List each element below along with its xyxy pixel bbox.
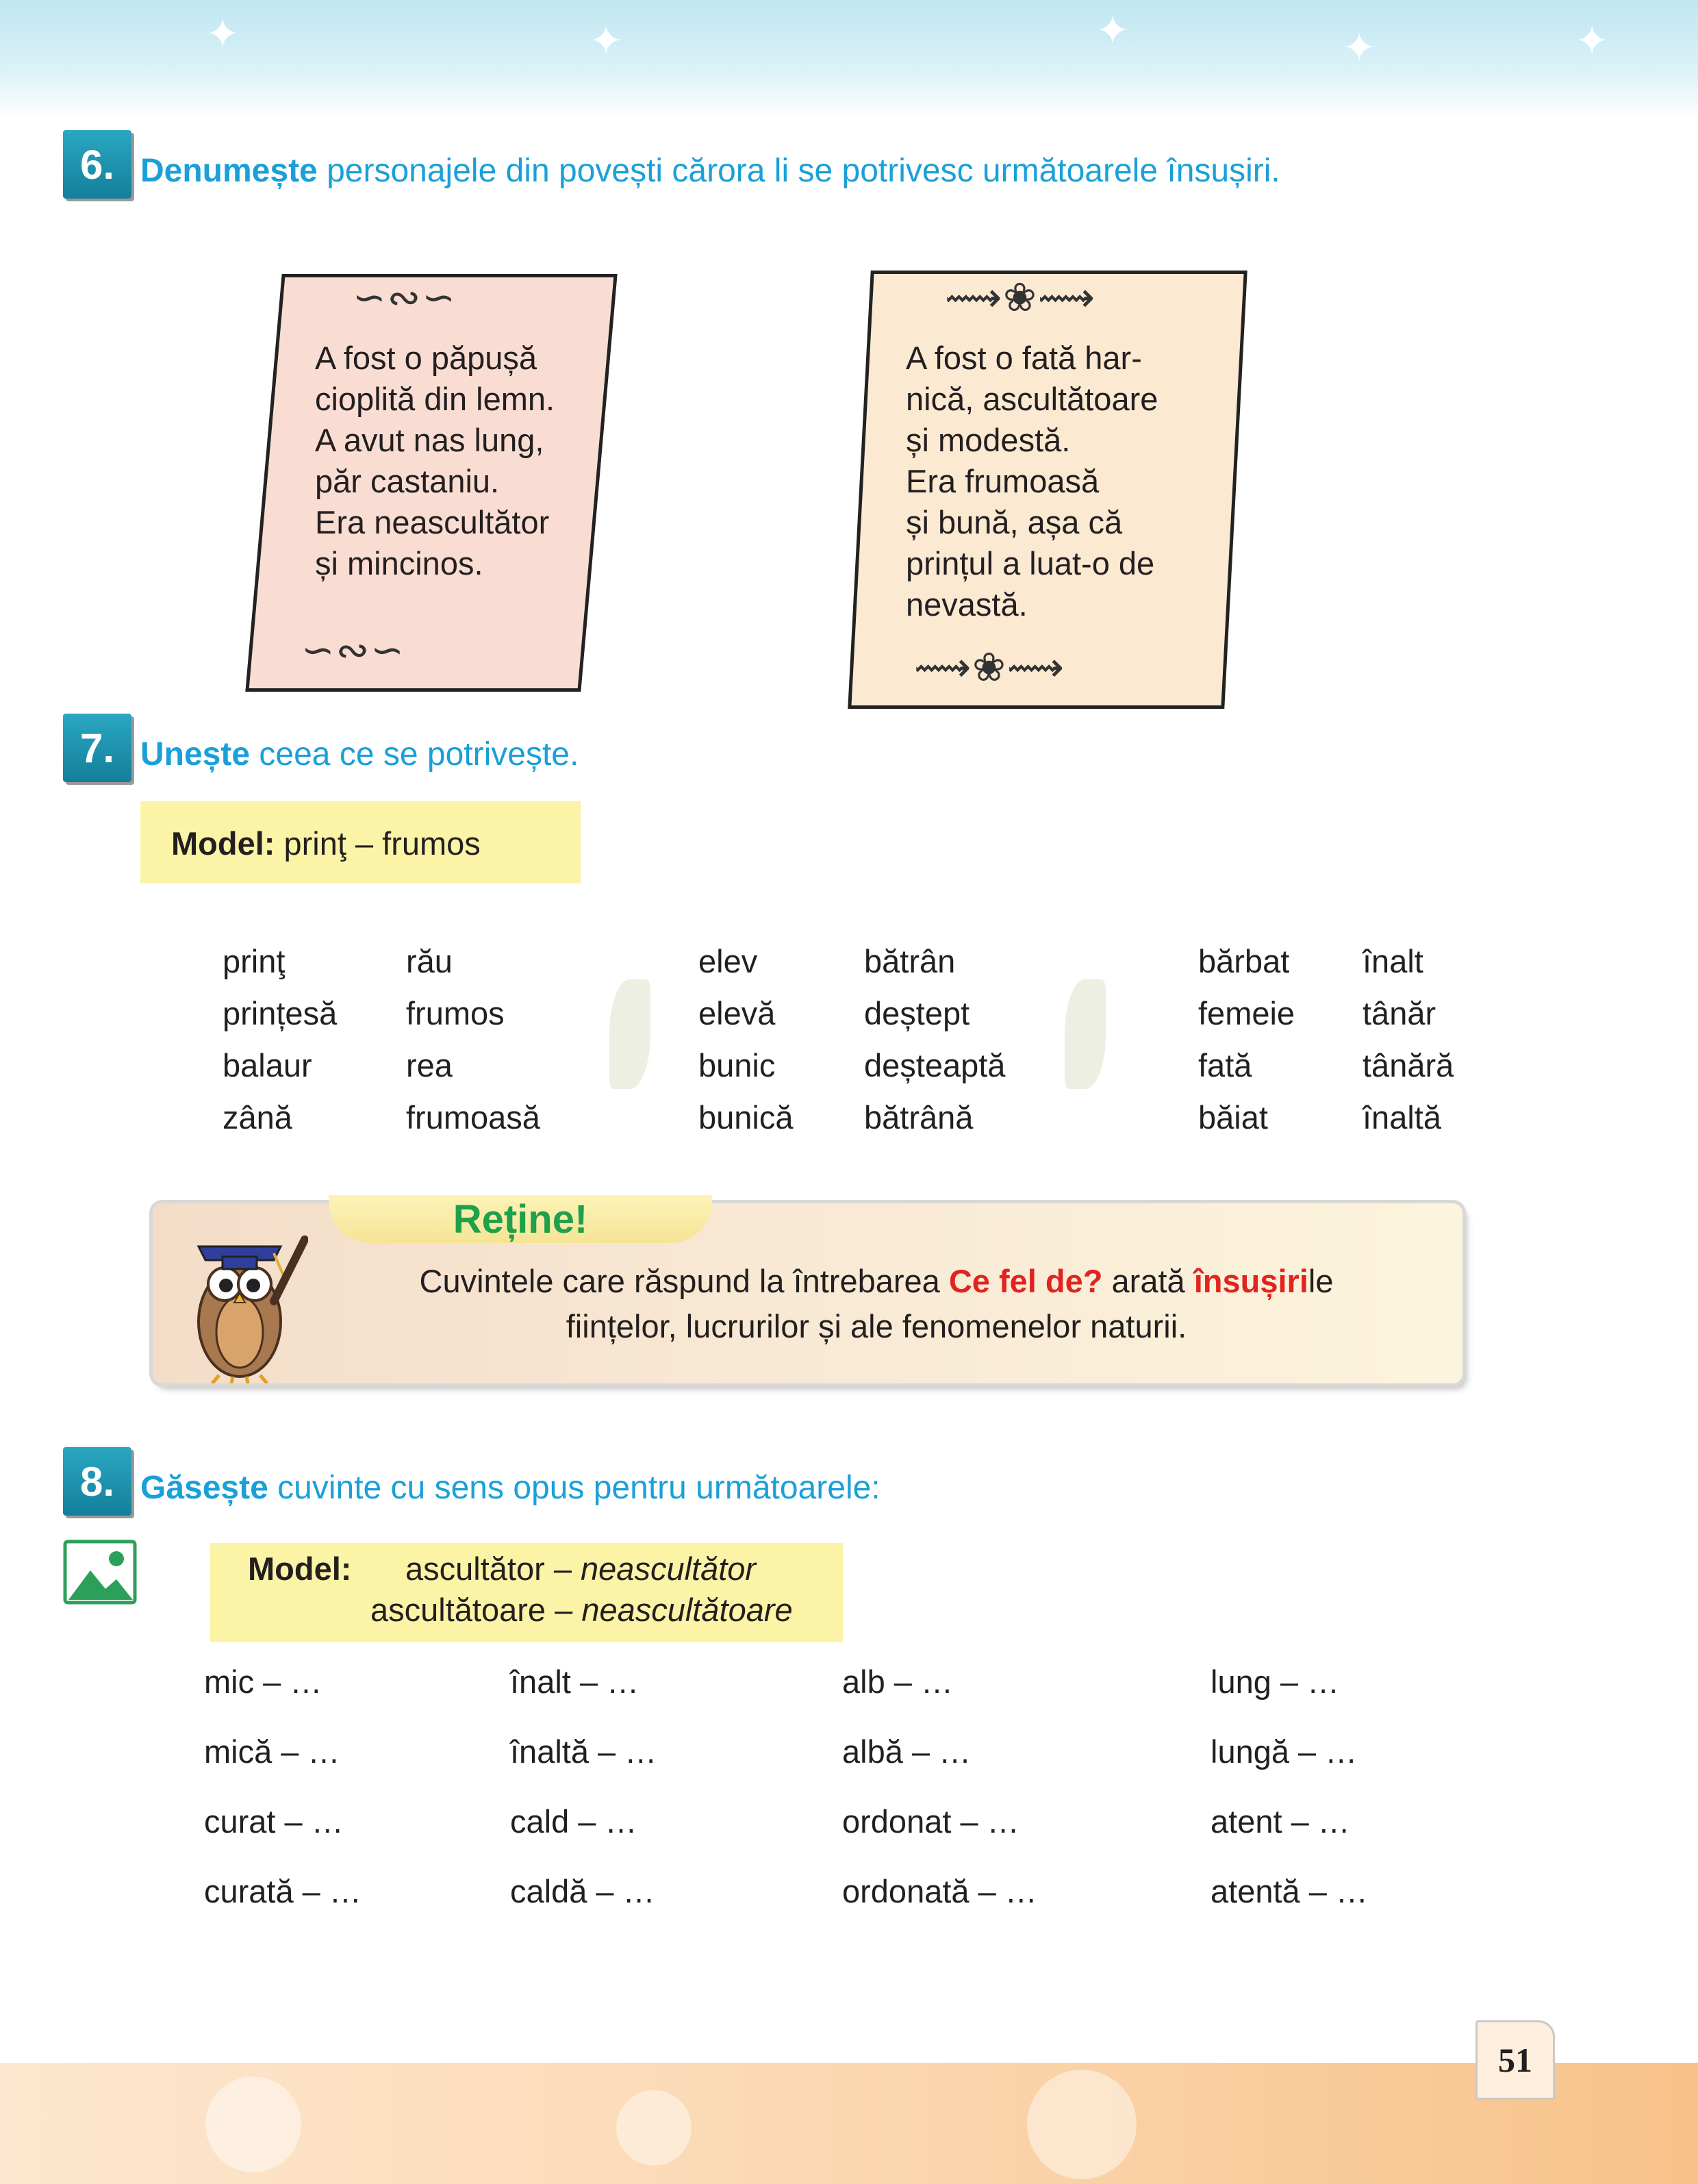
word-item: bătrân bbox=[864, 943, 956, 979]
word-item: rău bbox=[406, 943, 453, 979]
scroll-2-line: prințul a luat-o de bbox=[906, 545, 1155, 581]
word-column-adjectives-2 bbox=[864, 936, 1005, 1144]
word-item: bunic bbox=[698, 1047, 776, 1083]
sparkle-icon: ✦ bbox=[1095, 8, 1130, 53]
retine-title: Reține! bbox=[453, 1196, 588, 1242]
scroll-2-line: și modestă. bbox=[906, 422, 1071, 458]
word-item: fată bbox=[1198, 1047, 1252, 1083]
exercise-7-badge bbox=[63, 714, 131, 782]
word-item: înaltă bbox=[1363, 1099, 1441, 1135]
model-opposite: neascultătoare bbox=[581, 1592, 793, 1628]
retine-text-part: Cuvintele care răspund la întrebarea bbox=[419, 1263, 949, 1299]
page-number: 51 bbox=[1498, 2041, 1532, 2079]
word-item: balaur bbox=[223, 1047, 312, 1083]
word-item: prințesă bbox=[223, 995, 338, 1031]
leaf-separator-icon bbox=[1065, 979, 1106, 1089]
word-item: frumos bbox=[406, 995, 505, 1031]
exercise-8-text: cuvinte cu sens opus pentru următoarele: bbox=[268, 1470, 880, 1506]
exercise-6-instruction bbox=[140, 152, 1280, 190]
word-item: bătrână bbox=[864, 1099, 974, 1135]
word-column-nouns-2 bbox=[698, 936, 794, 1144]
exercise-8-verb: Găsește bbox=[140, 1470, 268, 1506]
word-item: deșteaptă bbox=[864, 1047, 1006, 1083]
scroll-2-line: nevastă. bbox=[906, 586, 1028, 623]
antonym-column-2 bbox=[510, 1647, 657, 1926]
bottom-decorative-band bbox=[0, 2063, 1698, 2184]
exercise-8-instruction bbox=[140, 1469, 880, 1507]
model-line-2 bbox=[370, 1591, 793, 1629]
antonym-item: caldă – … bbox=[510, 1873, 655, 1909]
sparkle-icon: ✦ bbox=[1575, 18, 1610, 64]
scroll-1-line: A avut nas lung, bbox=[315, 422, 544, 458]
scroll-2-text bbox=[906, 338, 1158, 625]
retine-text-part: arată bbox=[1102, 1263, 1194, 1299]
exercise-7-model-box bbox=[140, 801, 581, 883]
image-placeholder-icon bbox=[63, 1540, 137, 1605]
exercise-8-badge bbox=[63, 1447, 131, 1516]
owl-teacher-icon bbox=[171, 1219, 308, 1383]
retine-highlight-word: însușiri bbox=[1193, 1263, 1308, 1299]
model-opposite: neascultător bbox=[581, 1551, 757, 1587]
scroll-1-line: păr castaniu. bbox=[315, 463, 500, 499]
scroll-1-text bbox=[315, 338, 555, 584]
exercise-6-number: 6. bbox=[79, 141, 115, 188]
word-item: bunică bbox=[698, 1099, 794, 1135]
retine-title-tab bbox=[329, 1195, 712, 1243]
antonym-item: albă – … bbox=[842, 1733, 972, 1770]
antonym-column-4 bbox=[1211, 1647, 1368, 1926]
antonym-item: lungă – … bbox=[1211, 1733, 1358, 1770]
leaf-separator-icon bbox=[609, 979, 650, 1089]
model-word: ascultător – bbox=[405, 1551, 581, 1587]
word-item: elev bbox=[698, 943, 758, 979]
exercise-7-text: ceea ce se potrivește. bbox=[250, 736, 579, 773]
page-number-tab bbox=[1475, 2020, 1555, 2100]
scroll-2-line: A fost o fată har- bbox=[906, 340, 1142, 376]
exercise-6-badge bbox=[63, 130, 131, 199]
antonym-column-1 bbox=[204, 1647, 362, 1926]
bokeh-circle bbox=[205, 2076, 301, 2172]
word-item: tânăr bbox=[1363, 995, 1436, 1031]
model-label: Model: bbox=[248, 1551, 352, 1587]
word-item: bărbat bbox=[1198, 943, 1290, 979]
antonym-item: înaltă – … bbox=[510, 1733, 657, 1770]
bokeh-circle bbox=[616, 2090, 692, 2166]
model-word: ascultătoare – bbox=[370, 1592, 582, 1628]
scroll-2-line: nică, ascultătoare bbox=[906, 381, 1158, 417]
exercise-8-number: 8. bbox=[79, 1458, 115, 1505]
antonym-item: ordonat – … bbox=[842, 1803, 1019, 1840]
word-item: rea bbox=[406, 1047, 453, 1083]
antonym-item: ordonată – … bbox=[842, 1873, 1037, 1909]
antonym-item: atentă – … bbox=[1211, 1873, 1368, 1909]
retine-text-part: le bbox=[1308, 1263, 1334, 1299]
word-item: elevă bbox=[698, 995, 776, 1031]
antonym-item: lung – … bbox=[1211, 1664, 1340, 1700]
retine-highlight-question: Ce fel de? bbox=[948, 1263, 1103, 1299]
word-item: înalt bbox=[1363, 943, 1423, 979]
exercise-7-instruction bbox=[140, 736, 579, 773]
retine-line-2: ființelor, lucrurilor și ale fenomenelor naturii. bbox=[566, 1308, 1187, 1344]
word-item: prinţ bbox=[223, 943, 286, 979]
sparkle-icon: ✦ bbox=[589, 18, 624, 64]
antonym-column-3 bbox=[842, 1647, 1037, 1926]
antonym-item: curat – … bbox=[204, 1803, 344, 1840]
antonym-item: mic – … bbox=[204, 1664, 322, 1700]
word-column-nouns-3 bbox=[1198, 936, 1295, 1144]
scroll-1-line: A fost o păpușă bbox=[315, 340, 537, 376]
exercise-6-text: personajele din povești cărora li se potrivesc următoarele însușiri. bbox=[317, 153, 1280, 189]
top-decorative-band bbox=[0, 0, 1698, 120]
antonym-item: atent – … bbox=[1211, 1803, 1350, 1840]
retine-text bbox=[308, 1259, 1445, 1349]
word-item: băiat bbox=[1198, 1099, 1268, 1135]
bokeh-circle bbox=[1027, 2070, 1137, 2179]
word-column-nouns-1 bbox=[223, 936, 337, 1144]
exercise-7-verb: Unește bbox=[140, 736, 251, 773]
word-item: femeie bbox=[1198, 995, 1295, 1031]
word-item: frumoasă bbox=[406, 1099, 540, 1135]
model-label: Model: bbox=[171, 825, 275, 862]
scroll-top-floral-icon: ⟿❀⟿ bbox=[945, 275, 1096, 320]
antonym-item: alb – … bbox=[842, 1664, 953, 1700]
scroll-1-line: și mincinos. bbox=[315, 545, 483, 581]
retine-line-1 bbox=[308, 1259, 1445, 1304]
scroll-bottom-floral-icon: ⟿❀⟿ bbox=[914, 645, 1065, 690]
sparkle-icon: ✦ bbox=[205, 11, 240, 57]
sparkle-icon: ✦ bbox=[1342, 25, 1377, 71]
exercise-6-verb: Denumește bbox=[140, 153, 318, 189]
model-line-1 bbox=[405, 1550, 756, 1587]
scroll-top-flourish-icon: ∽∾∽ bbox=[353, 275, 457, 320]
antonym-item: mică – … bbox=[204, 1733, 340, 1770]
word-column-adjectives-1 bbox=[406, 936, 540, 1144]
antonym-item: cald – … bbox=[510, 1803, 637, 1840]
word-item: deștept bbox=[864, 995, 970, 1031]
scroll-bottom-flourish-icon: ∽∾∽ bbox=[301, 628, 405, 673]
antonym-item: înalt – … bbox=[510, 1664, 639, 1700]
word-column-adjectives-3 bbox=[1363, 936, 1454, 1144]
scroll-2-line: Era frumoasă bbox=[906, 463, 1100, 499]
word-item: tânără bbox=[1363, 1047, 1454, 1083]
scroll-1-line: cioplită din lemn. bbox=[315, 381, 555, 417]
scroll-1-line: Era neascultător bbox=[315, 504, 550, 540]
scroll-2-line: și bună, așa că bbox=[906, 504, 1123, 540]
exercise-8-model-box bbox=[210, 1543, 843, 1642]
word-item: zână bbox=[223, 1099, 292, 1135]
exercise-7-number: 7. bbox=[79, 725, 115, 771]
antonym-item: curată – … bbox=[204, 1873, 362, 1909]
model-text: prinţ – frumos bbox=[275, 825, 481, 862]
